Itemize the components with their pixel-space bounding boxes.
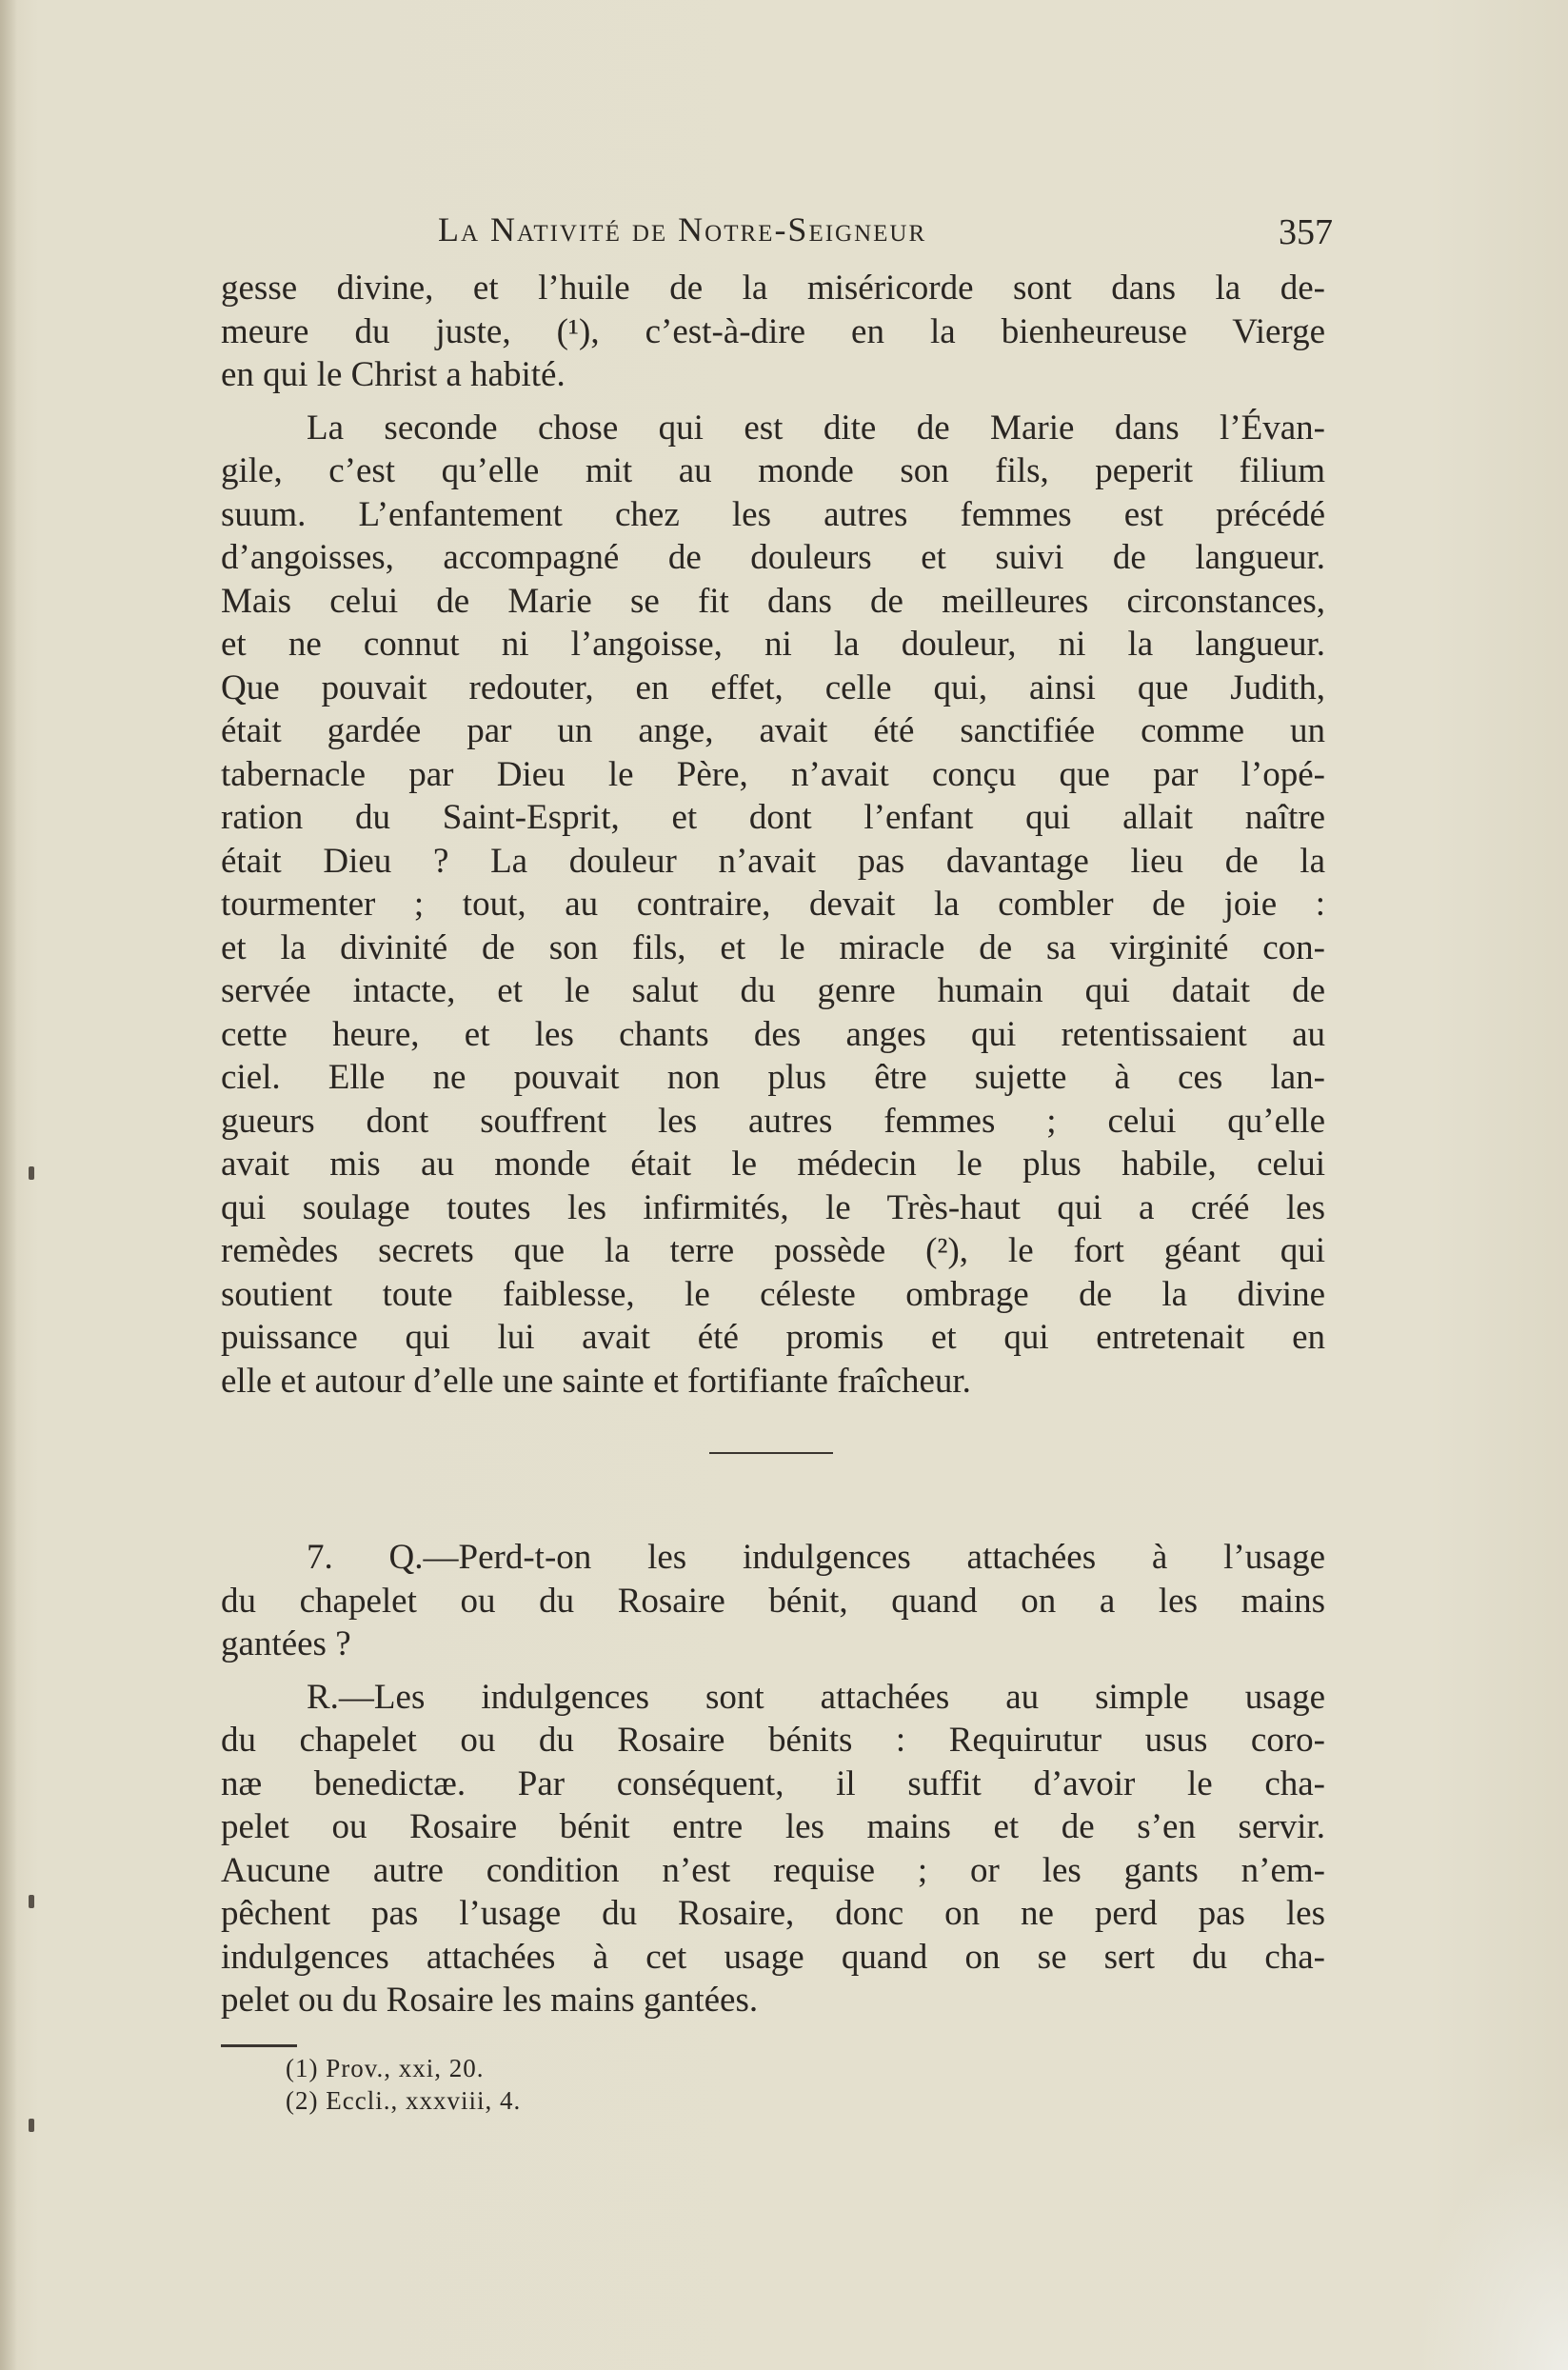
text-line: ciel. Elle ne pouvait non plus être sujette à ces lan- <box>221 1058 1325 1097</box>
text-line: cette heure, et les chants des anges qui retentissaient au <box>221 1014 1325 1054</box>
text-line: soutient toute faiblesse, le céleste ombrage de la divine <box>221 1274 1325 1314</box>
text-line: gesse divine, et l’huile de la miséricorde sont dans la de- <box>221 269 1325 308</box>
text-line: Mais celui de Marie se fit dans de meilleures circonstances, <box>221 581 1325 621</box>
text-line: avait mis au monde était le médecin le plus habile, celui <box>221 1145 1325 1184</box>
answer-line: du chapelet ou du Rosaire bénits : Requirutur usus coro- <box>221 1721 1325 1760</box>
footnotes <box>286 2052 952 2117</box>
answer-line: pelet ou Rosaire bénit entre les mains et de s’en servir. <box>221 1807 1325 1846</box>
text-line: gile, c’est qu’elle mit au monde son fils, peperit filium <box>221 451 1325 490</box>
answer-line: indulgences attachées à cet usage quand on se sert du cha- <box>221 1937 1325 1977</box>
text-line: meure du juste, (¹), c’est-à-dire en la bienheureuse Vierge <box>221 311 1325 351</box>
margin-mark <box>29 1895 34 1908</box>
running-title: La Nativité de Notre-Seigneur <box>438 210 927 249</box>
answer-line: Aucune autre condition n’est requise ; or les gants n’em- <box>221 1850 1325 1890</box>
text-line: suum. L’enfantement chez les autres femmes est précédé <box>221 494 1325 534</box>
text-line: La seconde chose qui est dite de Marie dans l’Évan- <box>307 408 1325 448</box>
text-line: d’angoisses, accompagné de douleurs et suivi de langueur. <box>221 538 1325 577</box>
text-line: tabernacle par Dieu le Père, n’avait conçu que par l’opé- <box>221 754 1325 794</box>
text-line: et la divinité de son fils, et le miracle de sa virginité con- <box>221 927 1325 967</box>
paper-stain <box>1416 2122 1568 2370</box>
body-text <box>221 267 1325 2022</box>
running-head <box>219 209 1333 267</box>
text-line: qui soulage toutes les infirmités, le Très-haut qui a créé les <box>221 1187 1325 1227</box>
question-line: 7. Q.—Perd-t-on les indulgences attachées à l’usage <box>307 1538 1325 1577</box>
text-line: servée intacte, et le salut du genre humain qui datait de <box>221 971 1325 1010</box>
text-line: puissance qui lui avait été promis et qui entretenait en <box>221 1318 1325 1357</box>
text-line: était Dieu ? La douleur n’avait pas davantage lieu de la <box>221 841 1325 881</box>
answer-line: pelet ou du Rosaire les mains gantées. <box>221 1981 759 2020</box>
text-line: tourmenter ; tout, au contraire, devait la combler de joie : <box>221 885 1325 924</box>
margin-mark <box>29 1166 34 1180</box>
section-divider <box>709 1452 833 1454</box>
text-line: était gardée par un ange, avait été sanctifiée comme un <box>221 711 1325 750</box>
gutter-shadow <box>0 0 17 2370</box>
text-line: gueurs dont souffrent les autres femmes ; celui qu’elle <box>221 1101 1325 1141</box>
footnote: (2) Eccli., xxxviii, 4. <box>286 2086 522 2115</box>
text-line: en qui le Christ a habité. <box>221 355 566 394</box>
answer-line: R.—Les indulgences sont attachées au simple usage <box>307 1677 1325 1717</box>
question-line: du chapelet ou du Rosaire bénit, quand on a les mains <box>221 1581 1325 1621</box>
footnote: (1) Prov., xxi, 20. <box>286 2054 485 2082</box>
answer-line: pêchent pas l’usage du Rosaire, donc on ne perd pas les <box>221 1894 1325 1933</box>
footnote-rule <box>221 2044 297 2047</box>
text-line: Que pouvait redouter, en effet, celle qui, ainsi que Judith, <box>221 667 1325 707</box>
answer-line: næ benedictæ. Par conséquent, il suffit d’avoir le cha- <box>221 1763 1325 1803</box>
margin-mark <box>29 2119 34 2132</box>
text-line: et ne connut ni l’angoisse, ni la douleur, ni la langueur. <box>221 625 1325 664</box>
text-line: ration du Saint-Esprit, et dont l’enfant qui allait naître <box>221 798 1325 837</box>
text-line: remèdes secrets que la terre possède (²), le fort géant qui <box>221 1231 1325 1270</box>
page-number: 357 <box>1279 212 1333 252</box>
question-line: gantées ? <box>221 1624 351 1663</box>
text-line: elle et autour d’elle une sainte et fortifiante fraîcheur. <box>221 1361 971 1401</box>
